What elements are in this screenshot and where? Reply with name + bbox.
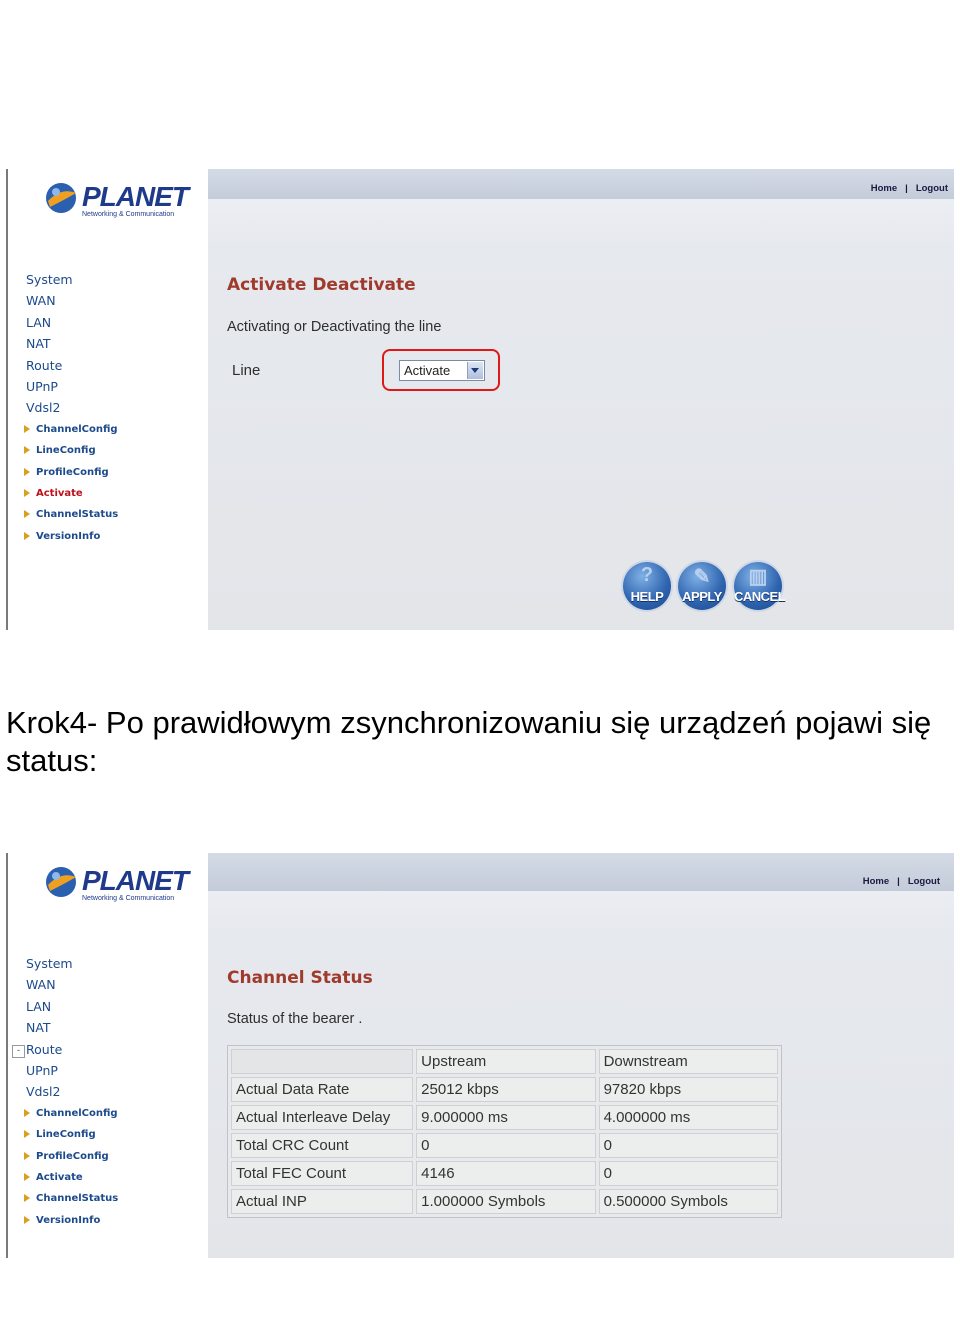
- header-links: [859, 876, 944, 887]
- question-icon: ?: [640, 564, 654, 586]
- subnav-item-channelconfig[interactable]: [26, 419, 118, 440]
- subnav-item-channelstatus[interactable]: [26, 504, 118, 525]
- header-separator: |: [905, 183, 908, 194]
- planet-logo: [44, 865, 188, 905]
- sidebar: [6, 853, 206, 1258]
- table-cell: 1.000000 Symbols: [416, 1189, 595, 1214]
- subnav-label: Activate: [36, 1171, 83, 1183]
- table-header-cell: [231, 1049, 413, 1074]
- subnav-label: ProfileConfig: [36, 466, 109, 478]
- table-header-cell: Downstream: [599, 1049, 778, 1074]
- nav-item-nat[interactable]: NAT: [26, 336, 51, 352]
- page-description: Status of the bearer .: [227, 1011, 363, 1027]
- planet-globe-icon: [44, 865, 78, 899]
- table-cell: 97820 kbps: [599, 1077, 778, 1102]
- triangle-right-icon: [24, 510, 30, 518]
- logo-tagline: Networking & Communication: [82, 211, 175, 218]
- logout-link[interactable]: Logout: [907, 876, 940, 887]
- table-cell: Actual Interleave Delay: [231, 1105, 413, 1130]
- instruction-caption: Krok4- Po prawidłowym zsynchronizowaniu się urządzeń pojawi się status:: [6, 705, 932, 778]
- cancel-button-label: CANCEL: [734, 589, 786, 604]
- planet-globe-icon: [44, 181, 78, 215]
- table-row: [231, 1133, 778, 1158]
- table-header-cell: Upstream: [416, 1049, 595, 1074]
- nav-item-lan[interactable]: LAN: [26, 314, 52, 330]
- nav-item-route[interactable]: Route: [26, 1041, 63, 1057]
- header-separator: |: [897, 876, 900, 887]
- top-bar: [208, 169, 954, 199]
- chevron-down-icon[interactable]: [467, 362, 483, 379]
- nav-menu: [26, 953, 118, 1231]
- nav-item-route[interactable]: Route: [26, 357, 63, 373]
- table-cell: 0: [599, 1161, 778, 1186]
- subnav-item-lineconfig[interactable]: [26, 440, 118, 461]
- subnav-label: ChannelConfig: [36, 1107, 118, 1119]
- main-panel: [208, 169, 954, 630]
- triangle-right-icon: [24, 446, 30, 454]
- top-bar: [208, 853, 954, 891]
- triangle-right-icon: [24, 1152, 30, 1160]
- table-cell: 9.000000 ms: [416, 1105, 595, 1130]
- triangle-right-icon: [24, 1109, 30, 1117]
- table-header-row: [231, 1049, 778, 1074]
- subnav-item-versioninfo[interactable]: [26, 526, 118, 547]
- table-cell: Actual INP: [231, 1189, 413, 1214]
- subnav-item-channelstatus[interactable]: [26, 1188, 118, 1209]
- nav-item-wan[interactable]: WAN: [26, 293, 56, 309]
- subnav-label: ChannelConfig: [36, 423, 118, 435]
- nav-item-wan[interactable]: WAN: [26, 977, 56, 993]
- subnav-item-activate[interactable]: [26, 483, 118, 504]
- cancel-button[interactable]: [734, 562, 786, 610]
- screenshot-activate: [6, 169, 954, 630]
- logo-word: PLANET: [82, 181, 188, 212]
- table-row: [231, 1077, 778, 1102]
- triangle-right-icon: [24, 489, 30, 497]
- table-cell: 4146: [416, 1161, 595, 1186]
- subnav-label: LineConfig: [36, 1129, 96, 1141]
- page-title: Channel Status: [227, 968, 373, 988]
- planet-logo: [44, 181, 188, 221]
- nav-item-upnp[interactable]: UPnP: [26, 1062, 58, 1078]
- subnav-item-channelconfig[interactable]: [26, 1103, 118, 1124]
- triangle-right-icon: [24, 425, 30, 433]
- table-cell: Total FEC Count: [231, 1161, 413, 1186]
- table-row: [231, 1105, 778, 1130]
- triangle-right-icon: [24, 468, 30, 476]
- screenshot-channel-status: [6, 853, 954, 1258]
- table-cell: 0: [599, 1133, 778, 1158]
- subnav-item-profileconfig[interactable]: [26, 462, 118, 483]
- triangle-right-icon: [24, 1130, 30, 1138]
- logo-tagline: Networking & Communication: [82, 895, 175, 902]
- nav-item-upnp[interactable]: UPnP: [26, 378, 58, 394]
- header-links: [867, 183, 952, 194]
- subnav-label: Activate: [36, 487, 83, 499]
- table-row: [231, 1189, 778, 1214]
- logo-word: PLANET: [82, 865, 188, 896]
- apply-button[interactable]: [678, 562, 726, 610]
- table-cell: 4.000000 ms: [599, 1105, 778, 1130]
- logout-link[interactable]: Logout: [915, 183, 948, 194]
- nav-item-system[interactable]: System: [26, 956, 73, 971]
- expand-toggle-icon[interactable]: -: [12, 1045, 25, 1058]
- triangle-right-icon: [24, 1216, 30, 1224]
- subnav-item-lineconfig[interactable]: [26, 1124, 118, 1145]
- subnav-label: ProfileConfig: [36, 1150, 109, 1162]
- line-select[interactable]: [399, 360, 485, 381]
- triangle-right-icon: [24, 1194, 30, 1202]
- subnav-item-profileconfig[interactable]: [26, 1146, 118, 1167]
- home-link[interactable]: Home: [870, 183, 898, 194]
- subnav-item-activate[interactable]: [26, 1167, 118, 1188]
- subnav-item-versioninfo[interactable]: [26, 1210, 118, 1231]
- table-row: [231, 1161, 778, 1186]
- apply-button-label: APPLY: [682, 589, 722, 604]
- table-cell: 25012 kbps: [416, 1077, 595, 1102]
- nav-item-lan[interactable]: LAN: [26, 998, 52, 1014]
- table-cell: 0: [416, 1133, 595, 1158]
- table-cell: 0.500000 Symbols: [599, 1189, 778, 1214]
- page-title: Activate Deactivate: [227, 275, 416, 295]
- nav-item-vdsl2[interactable]: Vdsl2: [26, 400, 61, 416]
- sidebar: [6, 169, 206, 630]
- triangle-right-icon: [24, 532, 30, 540]
- nav-item-nat[interactable]: NAT: [26, 1020, 51, 1036]
- subnav-label: VersionInfo: [36, 1214, 101, 1226]
- table-cell: Total CRC Count: [231, 1133, 413, 1158]
- nav-item-system[interactable]: System: [26, 272, 73, 287]
- home-link[interactable]: Home: [862, 876, 890, 887]
- apply-icon: ✎: [693, 566, 711, 588]
- table-cell: Actual Data Rate: [231, 1077, 413, 1102]
- help-button[interactable]: [623, 562, 671, 610]
- main-panel: [208, 853, 954, 1258]
- subnav-label: ChannelStatus: [36, 509, 119, 521]
- channel-status-table: [227, 1045, 782, 1218]
- trash-icon: ▥: [748, 566, 768, 588]
- help-button-label: HELP: [630, 589, 664, 604]
- line-select-value: Activate: [404, 363, 451, 378]
- subnav-label: LineConfig: [36, 445, 96, 457]
- subnav-label: VersionInfo: [36, 530, 101, 542]
- line-label: Line: [232, 362, 261, 379]
- subnav-label: ChannelStatus: [36, 1193, 119, 1205]
- page-description: Activating or Deactivating the line: [227, 319, 442, 335]
- nav-menu: [26, 269, 118, 547]
- triangle-right-icon: [24, 1173, 30, 1181]
- nav-item-vdsl2[interactable]: Vdsl2: [26, 1084, 61, 1100]
